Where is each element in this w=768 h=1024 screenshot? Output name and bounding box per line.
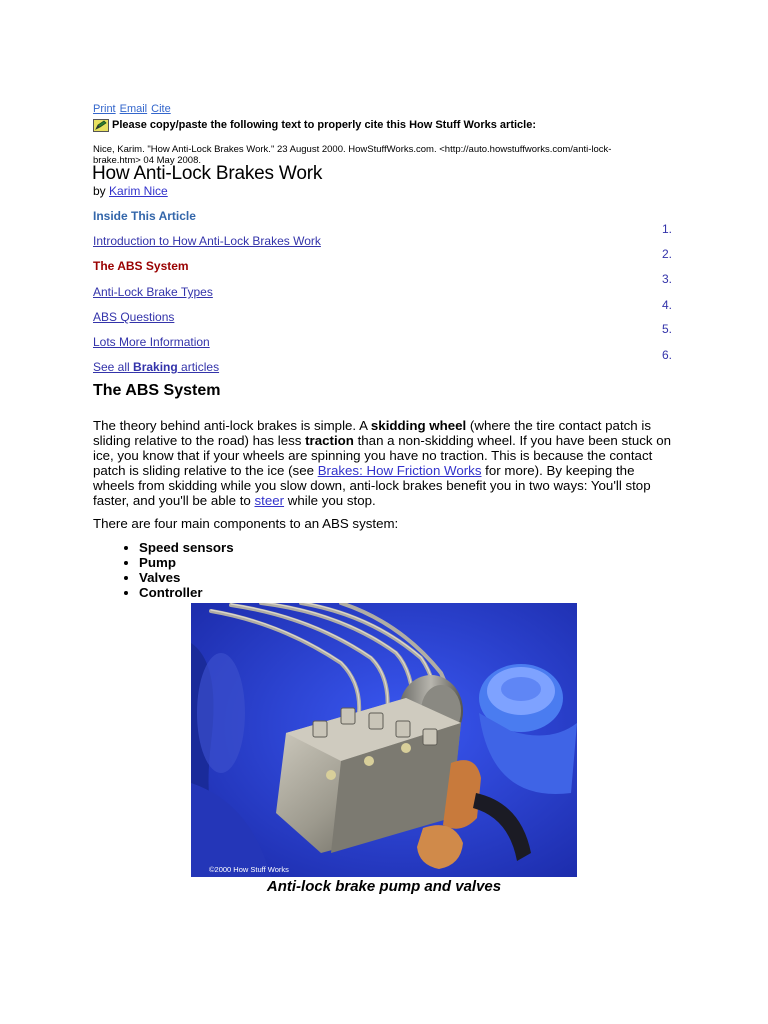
byline-prefix: by [93, 184, 110, 198]
abs-pump-photo [191, 603, 577, 877]
cite-link[interactable]: Cite [151, 103, 171, 115]
toc-heading: Inside This Article [93, 209, 196, 223]
list-item: • Valves [139, 570, 234, 585]
toc-item-current: The ABS System [93, 259, 189, 273]
list-item: • Pump [139, 555, 234, 570]
toc-item-more-info [93, 335, 210, 349]
toc-item-abs-questions [93, 310, 174, 324]
email-link[interactable]: Email [119, 103, 148, 115]
toc-number: 2. [662, 247, 673, 261]
see-all-suffix: articles [177, 360, 220, 374]
steer-link[interactable]: steer [254, 493, 285, 508]
see-all-prefix: See all [93, 360, 134, 374]
toc-item-brake-types [93, 285, 213, 299]
see-all-category: Braking [133, 360, 178, 374]
friction-link[interactable]: Brakes: How Friction Works [317, 463, 482, 478]
article-title: How Anti-Lock Brakes Work [92, 163, 323, 184]
byline [93, 184, 168, 198]
toc-link-introduction[interactable]: Introduction to How Anti-Lock Brakes Work [93, 234, 321, 248]
toc-number: 3. [662, 272, 673, 286]
toc-number: 6. [662, 348, 673, 362]
section-heading: The ABS System [93, 382, 221, 399]
toc-link-abs-questions[interactable]: ABS Questions [93, 310, 175, 324]
author-link[interactable]: Karim Nice [109, 184, 168, 198]
cite-instruction: Please copy/paste the following text to properly cite this How Stuff Works article: [112, 119, 536, 131]
term-skidding-wheel: skidding wheel [370, 418, 467, 433]
article-tools [93, 103, 171, 116]
figure-caption: Anti-lock brake pump and valves [266, 878, 502, 895]
toc-number: 1. [662, 222, 673, 236]
body-paragraph [93, 418, 678, 508]
term-traction: traction [305, 433, 354, 448]
toc-link-brake-types[interactable]: Anti-Lock Brake Types [93, 285, 213, 299]
body-paragraph: There are four main components to an ABS system: [93, 516, 399, 531]
list-item: • Speed sensors [139, 540, 234, 555]
text: than a non-skidding wheel. If you have been stuck on ice, you know that if your wheels are spinning you have no traction. This is because the contact patch is sliding relative to the ice (see [93, 433, 672, 478]
text: (where the tire contact patch is sliding relative to the road) has less [93, 418, 651, 448]
components-list [121, 540, 234, 600]
toc-item-see-all [93, 360, 219, 374]
pencil-note-icon [93, 119, 109, 132]
see-all-braking-link[interactable] [93, 360, 219, 374]
toc-link-more-info[interactable]: Lots More Information [93, 335, 210, 349]
text: for more). By keeping the wheels from skidding while you slow down, anti-lock brakes benefit you in two ways: You'll stop faster, and you'll be able to [93, 463, 651, 508]
citation-text: Nice, Karim. "How Anti-Lock Brakes Work." 23 August 2000. HowStuffWorks.com. <http://auto.howstuffworks.com/anti-lock-brake.htm> 04 May 2008. [93, 144, 612, 166]
toc-number: 5. [662, 322, 673, 336]
text: while you stop. [284, 493, 376, 508]
toc-number: 4. [662, 298, 673, 312]
cite-instruction-row [93, 117, 536, 133]
photo-copyright: ©2000 How Stuff Works [209, 865, 289, 874]
toc-item-introduction [93, 234, 321, 248]
list-item: • Controller [139, 585, 234, 600]
text: The theory behind anti-lock brakes is simple. A [93, 418, 371, 433]
print-link[interactable]: Print [93, 103, 116, 115]
